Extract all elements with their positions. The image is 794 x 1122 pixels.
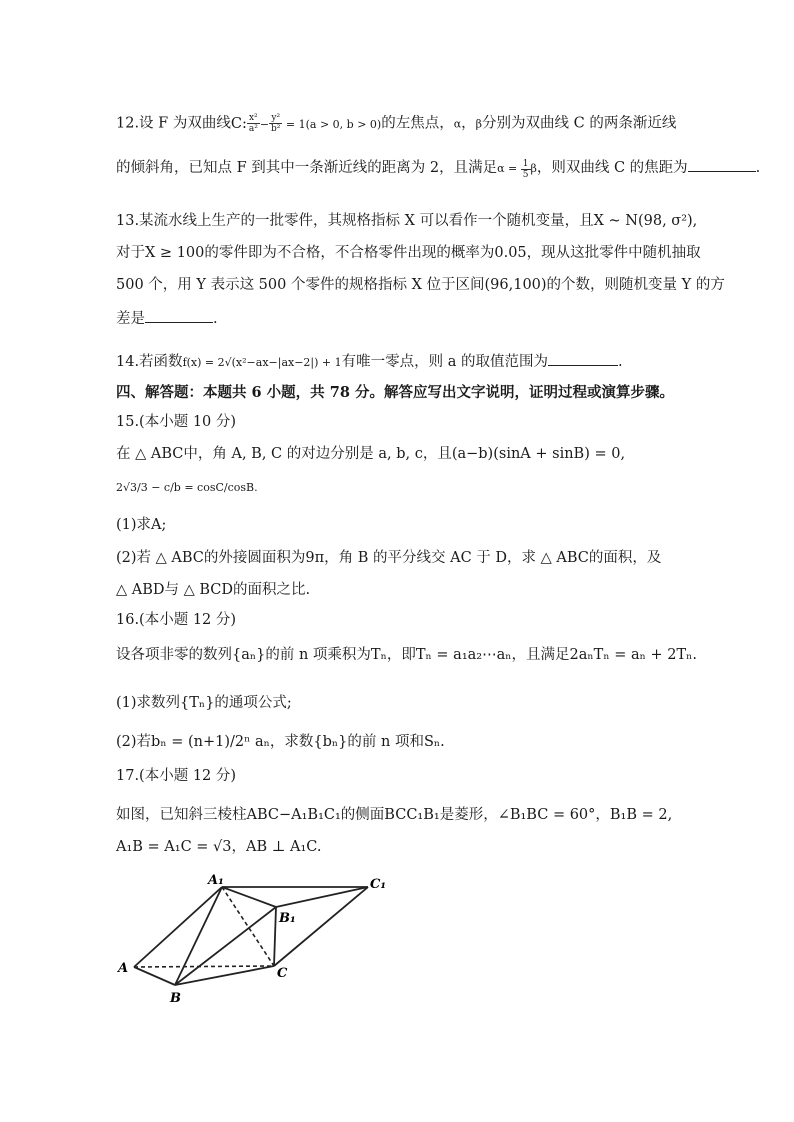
q12-text-post: 的左焦点， xyxy=(381,115,454,132)
alpha-symbol: α xyxy=(453,117,462,131)
edge-B-C xyxy=(175,966,274,985)
q13-period: . xyxy=(213,311,218,327)
section-heading: 四、解答题：本题共 6 小题，共 78 分。解答应写出文字说明，证明过程或演算步骤。 xyxy=(116,384,674,401)
q15-line2: 2√3/3 − c/b = cosC/cosB. xyxy=(116,481,258,494)
q12-text-end: 分别为双曲线 C 的两条渐近线 xyxy=(482,115,677,132)
q15-part1: (1)求A; xyxy=(116,517,167,533)
beta-symbol: β xyxy=(475,117,483,131)
q16-part1: (1)求数列{Tₙ}的通项公式; xyxy=(116,695,292,711)
q13-line4-pre: 差是 xyxy=(116,311,145,327)
frac-den: a² xyxy=(248,124,258,134)
label-C1: C₁ xyxy=(370,877,387,892)
cond-post: β xyxy=(530,162,537,175)
q12-period: . xyxy=(755,160,761,176)
q13-line2: 对于X ≥ 100的零件即为不合格，不合格零件出现的概率为0.05，现从这批零件中随机抽取 xyxy=(116,245,701,261)
frac-num: y² xyxy=(269,113,282,124)
frac-num: 1 xyxy=(522,158,529,169)
q16-part2: (2)若bₙ = (n+1)/2ⁿ aₙ，求数{bₙ}的前 n 项和Sₙ. xyxy=(116,734,445,750)
cond-pre: α = xyxy=(497,162,521,175)
edge-A-B xyxy=(134,967,175,985)
edge-A1-B1 xyxy=(222,887,276,907)
q15-line1: 在 △ ABC中，角 A, B, C 的对边分别是 a, b, c，且(a−b)(sinA + sinB) = 0, xyxy=(116,446,626,462)
edge-B1-C xyxy=(274,907,276,966)
frac-den: 5 xyxy=(522,169,529,180)
hyperbola-equation: C: $\frac{\text{x²}}{\text{a²}}$ − $\frac{\text{y²}}{\text{b²}}$ = 1(a > 0, b > 0) xyxy=(230,113,382,134)
frac-num: x² xyxy=(247,113,260,124)
curve-label: C: xyxy=(230,115,247,132)
label-C: C xyxy=(277,966,288,981)
q15-part2: (2)若 △ ABC的外接圆面积为9π，角 B 的平分线交 AC 于 D，求 △ ABC的面积，及 xyxy=(116,550,662,566)
q14-period: . xyxy=(618,354,623,370)
edge-A1-A xyxy=(134,887,222,967)
curve-rhs: = 1(a > 0, b > 0) xyxy=(282,117,382,131)
q15-part2b: △ ABD与 △ BCD的面积之比. xyxy=(116,582,311,598)
q12-line2-pre: 的倾斜角，已知点 F 到其中一条渐近线的距离为 2，且满足 xyxy=(116,160,498,176)
edge-A1-B xyxy=(175,887,222,985)
prism-edges xyxy=(134,887,368,985)
q16-line1: 设各项非零的数列{aₙ}的前 n 项乘积为Tₙ，即Tₙ = a₁a₂⋯aₙ，且满足2aₙTₙ = aₙ + 2Tₙ. xyxy=(116,647,698,663)
q14-pre: 14.若函数 xyxy=(116,354,183,370)
label-A: A xyxy=(118,961,129,976)
q12-line2-post: ，则双曲线 C 的焦距为 xyxy=(536,160,688,176)
function-expression: f(x) = 2√(x²−ax−|ax−2|) + 1 xyxy=(182,356,342,369)
label-A1: A₁ xyxy=(208,873,224,888)
edge-A1-C-hidden xyxy=(222,887,274,966)
frac-den: b² xyxy=(271,124,281,134)
q13-line1: 13.某流水线上生产的一批零件，其规格指标 X 可以看作一个随机变量，且X ~ N(98, σ²), xyxy=(116,213,698,229)
q13-line3: 500 个，用 Y 表示这 500 个零件的规格指标 X 位于区间(96,100)的个数，则随机变量 Y 的方 xyxy=(116,277,725,293)
q16-title: 16.(本小题 12 分) xyxy=(116,612,237,628)
q17-line1: 如图，已知斜三棱柱ABC−A₁B₁C₁的侧面BCC₁B₁是菱形，∠B₁BC = 60°，B₁B = 2, xyxy=(116,807,673,823)
q12-text-pre: 12.设 F 为双曲线 xyxy=(116,115,231,132)
q12-comma: ， xyxy=(461,115,476,132)
q15-title: 15.(本小题 10 分) xyxy=(116,414,237,430)
q17-line2: A₁B = A₁C = √3，AB ⊥ A₁C. xyxy=(116,839,322,855)
edge-B1-C1 xyxy=(276,887,368,907)
edge-C1-C xyxy=(274,887,368,966)
edge-A-C-hidden xyxy=(134,966,274,967)
label-B: B xyxy=(170,991,181,1006)
q14-post: 有唯一零点，则 a 的取值范围为 xyxy=(341,354,549,370)
label-B1: B₁ xyxy=(279,911,296,926)
q17-title: 17.(本小题 12 分) xyxy=(116,768,237,784)
